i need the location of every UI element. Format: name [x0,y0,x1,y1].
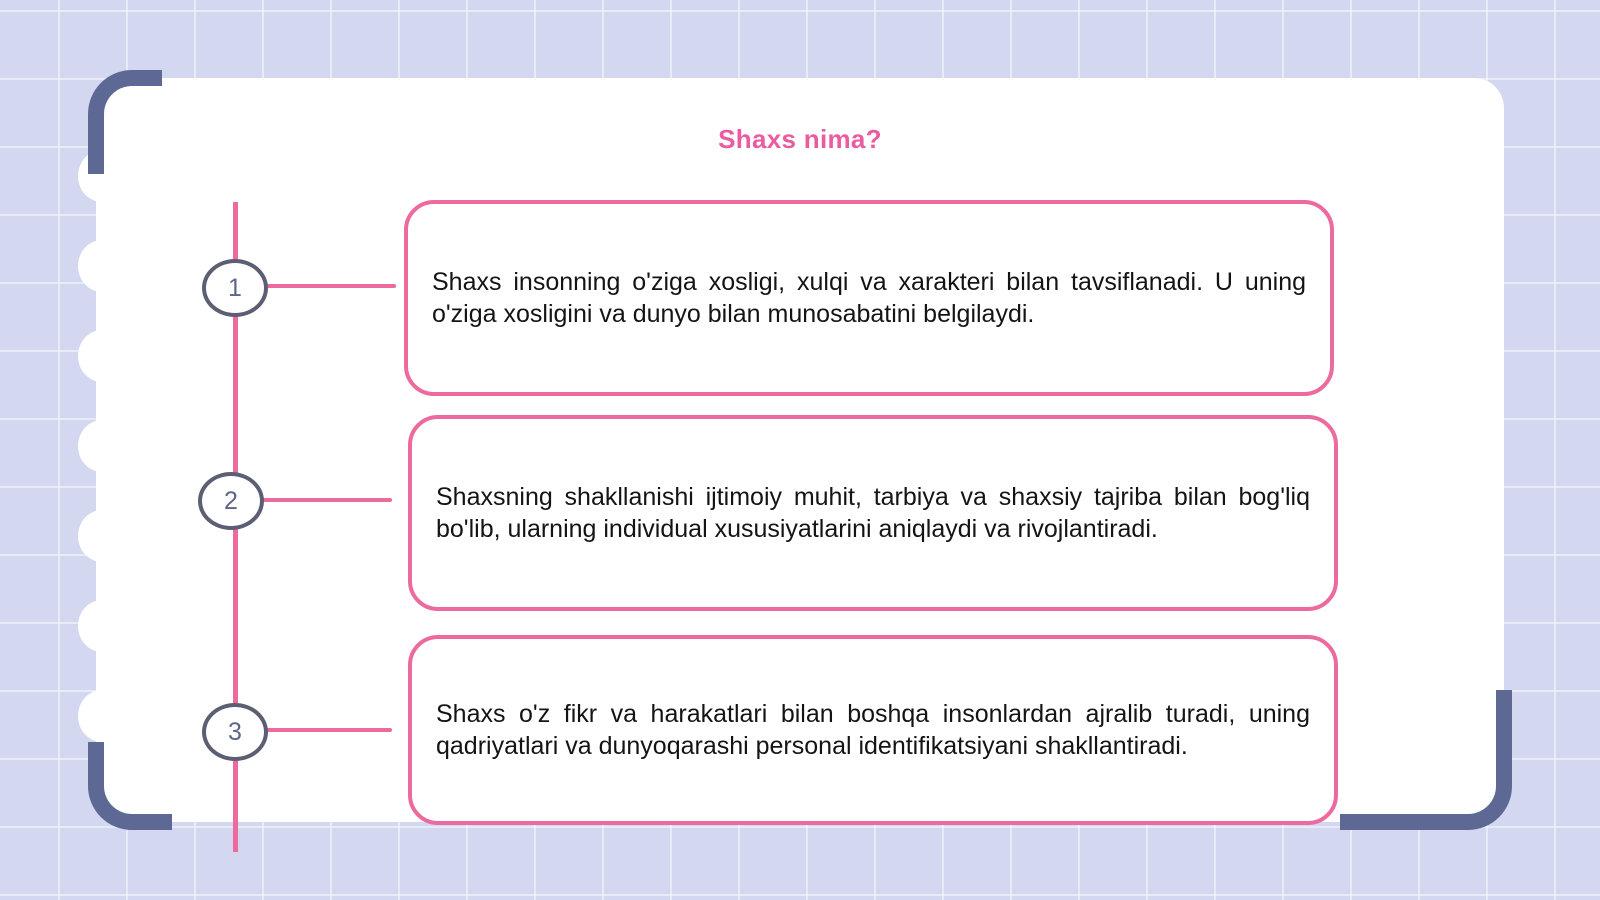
page-scallop [78,240,126,292]
page-scallop [78,510,126,562]
slide-title: Shaxs nima? [718,124,882,154]
content-card-1 [404,200,1334,396]
content-card-3 [408,635,1338,825]
step-number-3: 3 [202,703,268,761]
timeline-connector-3 [266,728,392,732]
card-text-3: Shaxs o'z fikr va harakatlari bilan boshqa insonlardan ajralib turadi, uning qadriyatlari va dunyoqarashi personal identifikatsiyani shakllantiradi. [436,700,1310,760]
corner-bracket-bottom-left [88,742,172,830]
page-scallop [78,600,126,652]
timeline-connector-1 [266,284,396,288]
step-number-1: 1 [202,259,268,317]
page-scallop [78,690,126,742]
corner-bracket-bottom-right [1340,690,1512,830]
timeline-connector-2 [262,498,392,502]
page-scallop [78,420,126,472]
content-card-2 [408,415,1338,611]
corner-bracket-top-left [88,70,162,174]
page-scallop [78,330,126,382]
step-number-2: 2 [198,472,264,530]
card-text-2: Shaxsning shakllanishi ijtimoiy muhit, tarbiya va shaxsiy tajriba bilan bog'liq bo'lib, ularning individual xususiyatlarini aniqlaydi va rivojlantiradi. [436,483,1310,543]
card-text-1: Shaxs insonning o'ziga xosligi, xulqi va xarakteri bilan tavsiflanadi. U uning o'ziga xosligini va dunyo bilan munosabatini belgilaydi. [432,268,1306,328]
